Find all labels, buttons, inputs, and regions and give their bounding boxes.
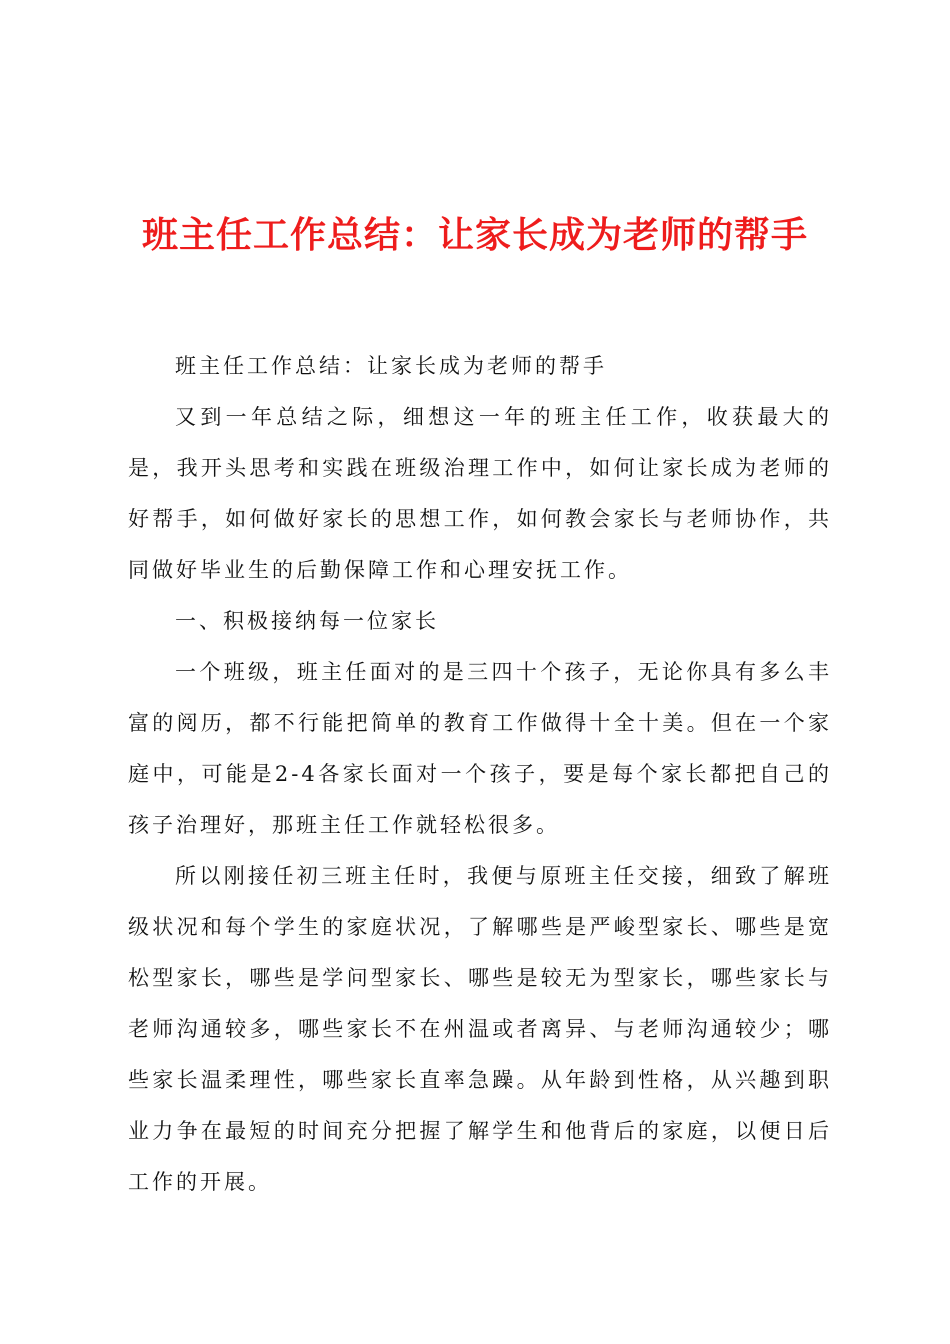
paragraph-section1-b: 所以刚接任初三班主任时，我便与原班主任交接，细致了解班级状况和每个学生的家庭状况，了解哪些是严峻型家长、哪些是宽松型家长，哪些是学问型家长、哪些是较无为型家长，哪些家长与老师沟通较多，哪些家长不在州温或者离异、与老师沟通较少；哪些家长温柔理性，哪些家长直率急躁。从年龄到性格，从兴趣到职业力争在最短的时间充分把握了解学生和他背后的家庭，以便日后工作的开展。 bbox=[128, 864, 832, 1194]
document-body bbox=[128, 341, 832, 1208]
paragraph-subtitle: 班主任工作总结：让家长成为老师的帮手 bbox=[175, 354, 607, 378]
paragraph-section1-a: 一个班级，班主任面对的是三四十个孩子，无论你具有多么丰富的阅历，都不行能把简单的教育工作做得十全十美。但在一个家庭中，可能是2-4各家长面对一个孩子，要是每个家长都把自己的孩子治理好，那班主任工作就轻松很多。 bbox=[128, 660, 832, 837]
paragraph-intro: 又到一年总结之际，细想这一年的班主任工作，收获最大的是，我开头思考和实践在班级治理工作中，如何让家长成为老师的好帮手，如何做好家长的思想工作，如何教会家长与老师协作，共同做好毕业生的后勤保障工作和心理安抚工作。 bbox=[128, 405, 832, 582]
document-title: 班主任工作总结：让家长成为老师的帮手 bbox=[141, 215, 808, 256]
section-heading-1: 一、积极接纳每一位家长 bbox=[175, 609, 439, 633]
